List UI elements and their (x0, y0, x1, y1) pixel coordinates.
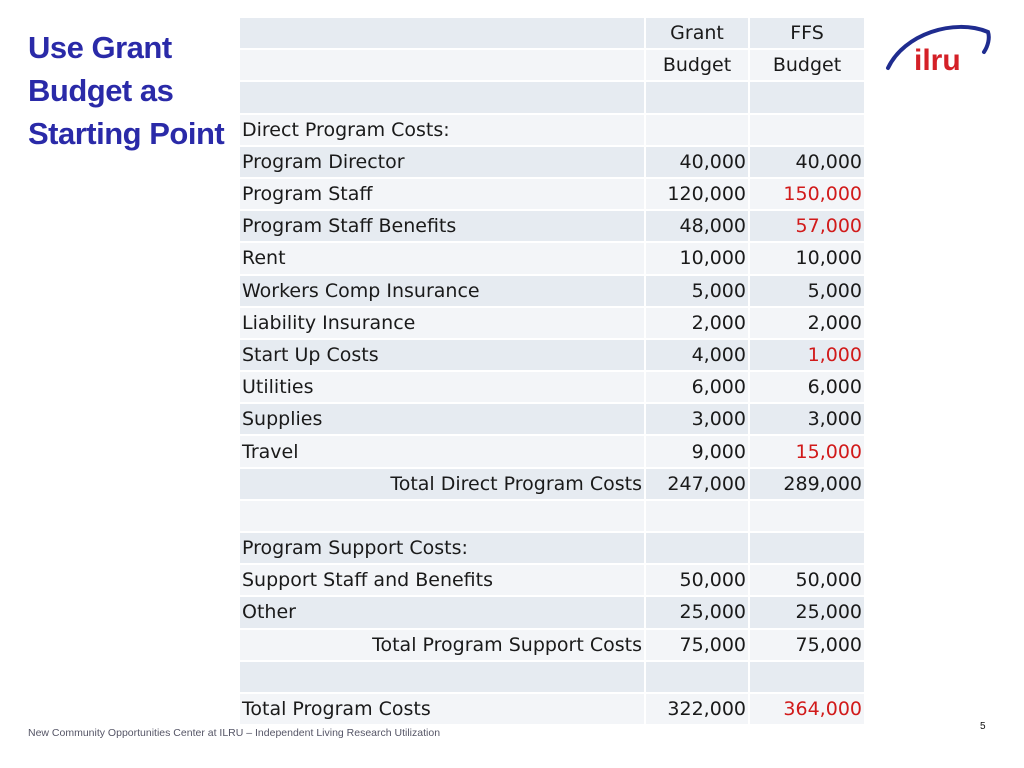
row-label-cell: Program Support Costs: (240, 533, 646, 565)
table-row (240, 694, 864, 726)
grant-value-cell: 25,000 (646, 597, 750, 629)
table-header-row (240, 50, 864, 82)
grant-value-cell: 40,000 (646, 147, 750, 179)
ffs-value-cell (750, 82, 864, 114)
ffs-value-cell: 364,000 (750, 694, 864, 726)
row-label-cell: Other (240, 597, 646, 629)
row-label-cell: Rent (240, 243, 646, 275)
ffs-value-cell (750, 501, 864, 533)
ffs-value-cell: 75,000 (750, 630, 864, 662)
grant-value-cell: 5,000 (646, 276, 750, 308)
table-header-row (240, 18, 864, 50)
ffs-value-cell: 5,000 (750, 276, 864, 308)
ffs-value-cell: 3,000 (750, 404, 864, 436)
total-label-cell: Total Direct Program Costs (240, 469, 646, 501)
ffs-value-cell: 40,000 (750, 147, 864, 179)
row-label-cell: Utilities (240, 372, 646, 404)
grant-value-cell (646, 533, 750, 565)
grant-value-cell: 2,000 (646, 308, 750, 340)
header-label-cell (240, 50, 646, 82)
row-label-cell: Supplies (240, 404, 646, 436)
table-row (240, 340, 864, 372)
grant-value-cell (646, 82, 750, 114)
table-row (240, 662, 864, 694)
table-row (240, 179, 864, 211)
grant-value-cell (646, 115, 750, 147)
grant-value-cell: 6,000 (646, 372, 750, 404)
row-label-cell: Start Up Costs (240, 340, 646, 372)
row-label-cell: Program Staff (240, 179, 646, 211)
page-number: 5 (980, 721, 986, 732)
ffs-value-cell: 2,000 (750, 308, 864, 340)
grant-value-cell: 48,000 (646, 211, 750, 243)
header-grant-budget: Budget (646, 50, 750, 82)
logo-text: ilru (914, 44, 961, 76)
ffs-value-cell: 10,000 (750, 243, 864, 275)
table-row (240, 469, 864, 501)
row-label-cell: Support Staff and Benefits (240, 565, 646, 597)
slide-title: Use Grant Budget as Starting Point (28, 30, 225, 151)
header-ffs: FFS (750, 18, 864, 50)
row-label-cell: Travel (240, 436, 646, 468)
table-row (240, 597, 864, 629)
table-row (240, 565, 864, 597)
table-row (240, 147, 864, 179)
table-row (240, 82, 864, 114)
ffs-value-cell: 1,000 (750, 340, 864, 372)
grant-value-cell: 247,000 (646, 469, 750, 501)
table-row (240, 501, 864, 533)
table-row (240, 211, 864, 243)
footer-text: New Community Opportunities Center at ILRU – Independent Living Research Utilization (28, 727, 441, 739)
row-label-cell: Program Director (240, 147, 646, 179)
ffs-value-cell: 6,000 (750, 372, 864, 404)
row-label-cell (240, 82, 646, 114)
grant-value-cell (646, 501, 750, 533)
budget-table (240, 18, 864, 726)
row-label-cell: Direct Program Costs: (240, 115, 646, 147)
header-label-cell (240, 18, 646, 50)
table-row (240, 630, 864, 662)
grant-value-cell: 3,000 (646, 404, 750, 436)
grant-value-cell: 9,000 (646, 436, 750, 468)
ffs-value-cell: 25,000 (750, 597, 864, 629)
grant-value-cell: 322,000 (646, 694, 750, 726)
ffs-value-cell: 15,000 (750, 436, 864, 468)
table-row (240, 372, 864, 404)
grant-value-cell: 75,000 (646, 630, 750, 662)
row-label-cell (240, 662, 646, 694)
ffs-value-cell (750, 533, 864, 565)
table-row (240, 115, 864, 147)
ffs-value-cell (750, 115, 864, 147)
total-label-cell: Total Program Support Costs (240, 630, 646, 662)
table-row (240, 436, 864, 468)
table-row (240, 533, 864, 565)
grant-value-cell: 10,000 (646, 243, 750, 275)
ffs-value-cell: 50,000 (750, 565, 864, 597)
grant-value-cell (646, 662, 750, 694)
grant-value-cell: 120,000 (646, 179, 750, 211)
row-label-cell: Total Program Costs (240, 694, 646, 726)
table-row (240, 276, 864, 308)
ffs-value-cell (750, 662, 864, 694)
header-grant: Grant (646, 18, 750, 50)
row-label-cell: Workers Comp Insurance (240, 276, 646, 308)
grant-value-cell: 4,000 (646, 340, 750, 372)
ffs-value-cell: 57,000 (750, 211, 864, 243)
row-label-cell: Program Staff Benefits (240, 211, 646, 243)
row-label-cell: Liability Insurance (240, 308, 646, 340)
ilru-logo (884, 16, 994, 76)
header-ffs-budget: Budget (750, 50, 864, 82)
row-label-cell (240, 501, 646, 533)
table-row (240, 243, 864, 275)
table-row (240, 404, 864, 436)
grant-value-cell: 50,000 (646, 565, 750, 597)
ffs-value-cell: 150,000 (750, 179, 864, 211)
ffs-value-cell: 289,000 (750, 469, 864, 501)
table-row (240, 308, 864, 340)
